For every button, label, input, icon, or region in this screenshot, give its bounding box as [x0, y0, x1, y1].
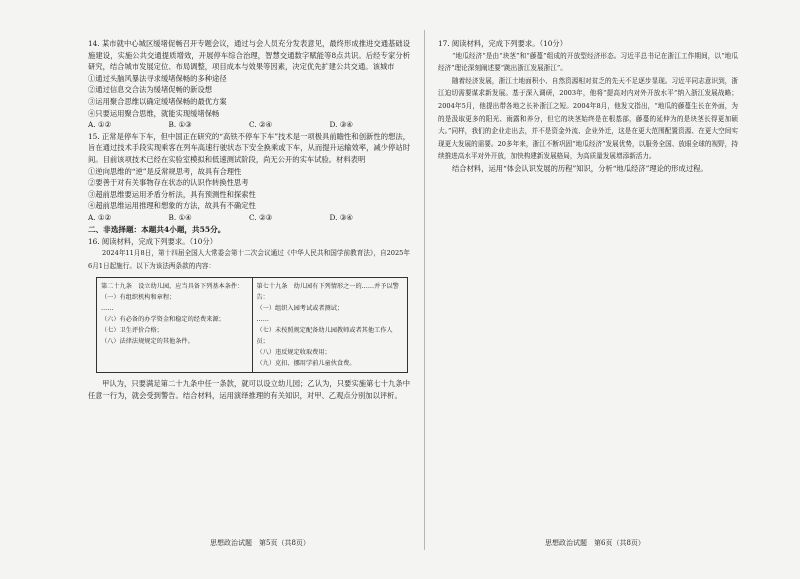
page-6: [438, 38, 738, 175]
article-79-line: （一）组织入园考试或者测试；: [256, 305, 344, 313]
q14-choice-c: C. ②④: [249, 120, 273, 130]
q15-option-1: ①逆向思维的“逆”是反常规思考，故具有合理性: [88, 166, 242, 176]
page-footer-left: 思想政治试题 第5页（共8页）: [210, 539, 310, 547]
q14-choices: [88, 119, 410, 131]
q14-stem: 14. 某市就中心城区缓堵促畅召开专题会议，通过与会人员充分发表意见，最终形成推进交通基础设施建设，实施公共交通提质增效，开展停车综合治理，智慧交通数字赋能等8点共识。后经专家分析研究，结合城市发展定位、布局调整，项目成本与效果等因素，决定优先扩建公共交通。该城市: [88, 39, 410, 72]
q15-choice-b: B. ①④: [168, 212, 192, 222]
q15-option-3: ③超前思维要运用矛盾分析法，具有预测性和探索性: [88, 189, 256, 199]
article-29-line: （六）有必备的办学资金和稳定的经费来源；: [101, 316, 225, 324]
q14-choice-b: B. ①③: [168, 120, 192, 130]
article-79-line: （八）违反规定收取费用；: [256, 349, 331, 357]
article-79-line: （九）克扣、挪用学前儿童伙食费。: [256, 360, 356, 368]
article-29-cell: [97, 278, 253, 373]
q15-choice-d: D. ③④: [329, 212, 353, 222]
page-5: [88, 38, 410, 401]
q15-option-4: ④超前思维运用推理和想象的方法，故具有不确定性: [88, 201, 256, 211]
q14-option-4: ④只要运用聚合思维，就能实现缓堵保畅: [88, 108, 220, 118]
q17-stem: 17. 阅读材料，完成下列要求。（10分）: [438, 39, 568, 48]
article-79-line: ……: [256, 316, 269, 324]
q15-choices: [88, 212, 410, 224]
q16-question: 甲认为，只要满足第二十九条中任一条款，就可以设立幼儿园；乙认为，只要实施第七十九条中任意一行为，就会受到警告。结合材料，运用演绎推理的有关知识，对甲、乙观点分别加以评析。: [88, 379, 410, 400]
q14-option-2: ②通过信息交合法为缓堵促畅的新设想: [88, 85, 213, 95]
q14-choice-a: A. ①②: [88, 120, 111, 130]
article-79-line: （七）未按照规定配备幼儿园教师或者其他工作人员；: [256, 327, 393, 346]
q17-paragraph-2: 随着经济发展，浙江土地面积小、自然资源相对贫乏的先天不足逐步显现。习近平同志意识到，浙江迫切需要谋求新发展。基于深入调研，2003年，他将“提高对内对外开放水平”纳入浙江发展战略；2004年5月，他提出带各地之长补浙江之短。2004年8月，他发文指出，“地瓜的藤蔓生长在外面，为的是汲取更多的阳光、雨露和养分，但它的块茎始终是在根基部，藤蔓的延伸为的是块茎长得更加硕大。”同样，我们的企业走出去，并不是资金外流、企业外迁，这是在更大范围配置资源、在更大空间实现更大发展的需要。20多年来，浙江不断巩固“地瓜经济”发展优势，以服务全国、放眼全球的视野，持续推进高水平对外开放，加快构建新发展格局，为高质量发展增添新活力。: [438, 76, 738, 161]
q15-choice-a: A. ①②: [88, 212, 111, 222]
article-29-line: 第二十九条 设立幼儿园，应当具备下列基本条件：: [101, 283, 244, 291]
article-29-line: ……: [101, 305, 114, 313]
q16-stem: 16. 阅读材料，完成下列要求。（10分）: [88, 236, 218, 246]
q15-stem: 15. 正常是停车下车，但中国正在研究的“高铁不停车下车”技术是一项极具前瞻性和创新性的想法，旨在通过技术手段实现乘客在列车高速行驶状态下安全换乘或下车，从而提升运输效率，减少停站时间。目前该项技术已经在实验室模拟和低速测试阶段，尚无公开的实车试验。材料表明: [88, 131, 410, 164]
q17-question: 结合材料，运用“体会认识发展的历程”知识，分析“地瓜经济”理论的形成过程。: [452, 163, 708, 173]
q16-material: 2024年11月8日，第十四届全国人大常委会第十二次会议通过《中华人民共和国学前教育法》，自2025年6月1日起施行。以下为该法两条款的内容：: [88, 249, 410, 270]
article-29-line: （八）法律法规规定的其他条件。: [101, 338, 194, 346]
q14-option-3: ③运用聚合思维以确定缓堵保畅的最优方案: [88, 96, 227, 106]
law-articles-table: [96, 277, 408, 373]
q17-paragraph-1: “地瓜经济”是由“块茎”和“藤蔓”组成的开放型经济形态。习近平总书记在浙江工作期间，以“地瓜经济”理论深刻阐述要“跳出浙江发展浙江”。: [438, 51, 738, 73]
article-29-line: （一）有组织机构和章程；: [101, 294, 176, 302]
q15-option-2: ②要善于对有关事物存在状态的认识作转换性思考: [88, 178, 249, 188]
q15-choice-c: C. ②③: [249, 212, 273, 222]
page-footer-right: 思想政治试题 第6页（共8页）: [545, 539, 645, 547]
article-29-line: （七）卫生评价合格；: [101, 327, 163, 335]
column-divider: [424, 30, 425, 550]
article-79-line: 第七十九条 幼儿园有下列情形之一的……并予以警告：: [256, 283, 399, 302]
section-heading: 二、非选择题：本题共4小题，共55分。: [88, 224, 226, 234]
article-79-cell: [252, 278, 408, 373]
q14-choice-d: D. ③④: [329, 120, 353, 130]
q14-option-1: ①通过头脑风暴法寻求缓堵保畅的多种途径: [88, 73, 227, 83]
